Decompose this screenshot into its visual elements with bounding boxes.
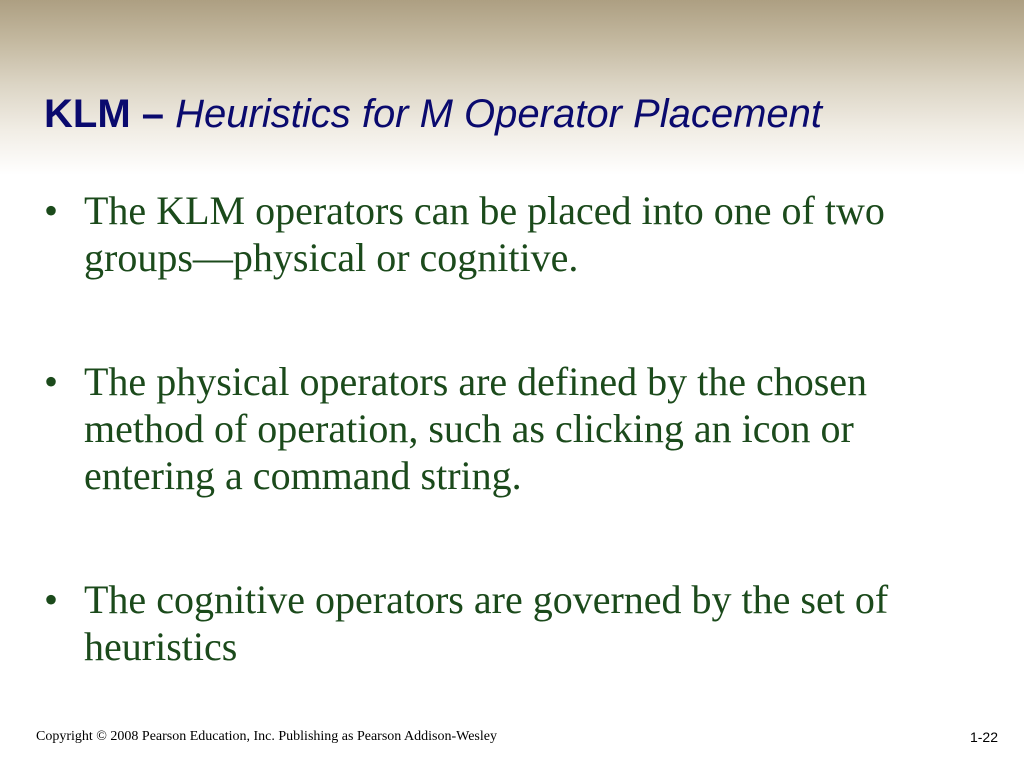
- bullet-icon: •: [44, 577, 59, 622]
- bullet-icon: •: [44, 188, 59, 233]
- bullet-list: [44, 187, 984, 670]
- bullet-icon: •: [44, 359, 59, 404]
- slide-title-italic: Heuristics for M Operator Placement: [175, 92, 822, 136]
- copyright-footer: Copyright © 2008 Pearson Education, Inc. Publishing as Pearson Addison-Wesley: [36, 729, 497, 744]
- slide-title: [44, 88, 822, 140]
- bullet-item: [44, 358, 984, 499]
- slide-title-bold: KLM –: [44, 92, 176, 136]
- bullet-item: [44, 576, 984, 670]
- bullet-text: The KLM operators can be placed into one of two groups—physical or cognitive.: [84, 188, 885, 280]
- bullet-text: The physical operators are defined by the chosen method of operation, such as clicking an icon or entering a command string.: [84, 359, 868, 498]
- slide-number: 1-22: [969, 729, 998, 745]
- bullet-text: The cognitive operators are governed by the set of heuristics: [84, 577, 889, 669]
- bullet-item: [44, 187, 984, 281]
